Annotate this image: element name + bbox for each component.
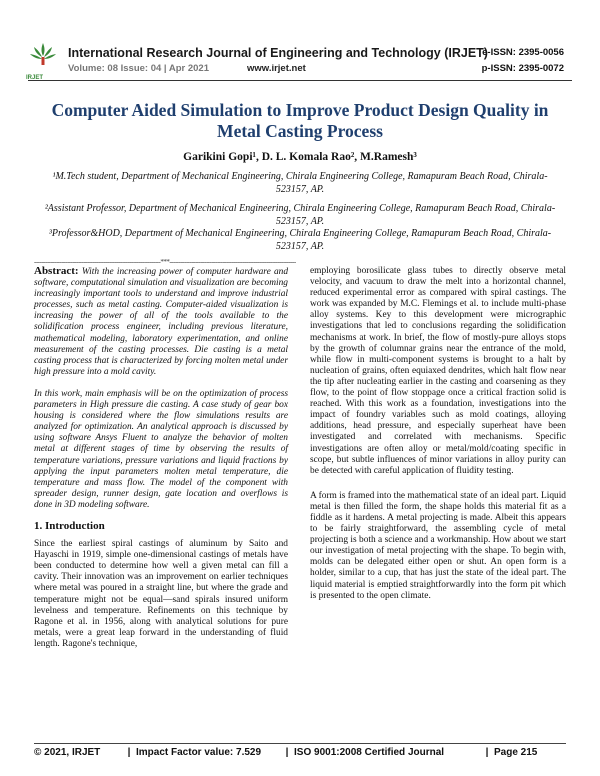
- footer-page-number: Page 215: [494, 747, 538, 758]
- paper-title: Computer Aided Simulation to Improve Product Design Quality in Metal Casting Process: [51, 100, 549, 141]
- section-separator: ---------------------------------------------------------------------***---------------------------------------------------------------------: [34, 258, 296, 266]
- abstract-paragraph-1: [34, 266, 288, 378]
- footer-impact-factor: Impact Factor value: 7.529: [136, 747, 262, 758]
- e-issn: e-ISSN: 2395-0056: [482, 47, 564, 58]
- abstract-label: Abstract:: [34, 265, 79, 277]
- section-heading-introduction: 1. Introduction: [34, 519, 105, 532]
- left-column: [34, 266, 288, 650]
- header-rule: [28, 80, 572, 81]
- p-issn: p-ISSN: 2395-0072: [481, 63, 564, 74]
- introduction-paragraph-1: Since the earliest spiral castings of aluminum by Saito and Hayaschi in 1919, simple one-dimensional castings of metals have been conducted to determine how well a given metal can fill a cavity. Their innovation was an improvement on earlier techniques where metal was poured in a straight line, but where the grade and temperature might not be equal—sand spirals insured uniform levelness and temperature. Refinements on this technique by Ragone et al. in 1956, along with analytical solutions for pure metals, were a great leap forward in the understanding of fluid length. Ragone's technique,: [34, 539, 288, 649]
- body-paragraph-2: A form is framed into the mathematical state of an ideal part. Liquid metal is then filled the form, the shape holds this material fit as a fiddle as it hardens. A metal projecting is made. Albeit this appears to be fairly straightforward, the assembling cycle of metal projecting is both a science and a workmanship. How about we start our investigation of metal projecting with the shape. To begin with, molds can be delegated either open or shut. An open form is a holder, similar to a cup, that has just the state of the ideal part. The liquid material is emptied straightforwardly into the form pit which is presented to the open climate.: [310, 490, 566, 601]
- journal-title: International Research Journal of Engineering and Technology (IRJET): [68, 46, 488, 60]
- footer-divider: |: [127, 747, 131, 758]
- footer-divider: |: [285, 747, 289, 758]
- affiliation-1: ¹M.Tech student, Department of Mechanical Engineering, Chirala Engineering College, Ramapuram Beach Road, Chirala-523157, AP.: [52, 171, 548, 195]
- right-column: [310, 266, 566, 602]
- page-footer: [34, 743, 566, 758]
- volume-issue: Volume: 08 Issue: 04 | Apr 2021: [68, 63, 209, 74]
- affiliation-3: ³Professor&HOD, Department of Mechanical Engineering, Chirala Engineering College, Ramapuram Beach Road, Chirala-523157, AP.: [48, 228, 552, 252]
- footer-iso-certification: ISO 9001:2008 Certified Journal: [294, 747, 445, 758]
- paper-authors: Garikini Gopi¹, D. L. Komala Rao², M.Ramesh³: [183, 151, 417, 163]
- footer-copyright: © 2021, IRJET: [34, 747, 101, 758]
- logo-text: IRJET: [26, 75, 44, 81]
- abstract-paragraph-2: In this work, main emphasis will be on the optimization of process parameters in High pressure die casting. A case study of gear box housing is considered where the flow simulations results are analyzed for optimization. An analytical approach is discussed by using software Ansys Fluent to analyze the behavior of molten metal at different stages of time by observing the results of temperature variations, pressure variations and liquid fractions by applying the input parameters molten metal temperature, die temperature and mass flow. The model of the component with spreader design, runner design, gate location and overflows is done in 3D modeling software.: [34, 388, 288, 510]
- affiliation-2: ²Assistant Professor, Department of Mechanical Engineering, Chirala Engineering College, Ramapuram Beach Road, Chirala-523157, AP.: [44, 203, 556, 227]
- irjet-logo: [28, 40, 58, 76]
- footer-divider: |: [485, 747, 489, 758]
- body-paragraph-1: employing borosilicate glass tubes to directly observe metal velocity, and vacuum to draw the melt into a horizontal channel, reduced experimental error as compared with spiral castings. The work was expanded by M.C. Flemings et al. to include multi-phase alloy systems. Key to this development were micrographic investigations that led to conclusions regarding the solidification mechanisms at work. In brief, the flow of mostly-pure alloys stops by the growth of columnar grains near the entrance of the mold, while flow in multi-component systems is brought to a halt by nucleation of grains, often equiaxed dendrites, which halt flow near the tip after nucleating earlier in the casting and coarsening as they flow, to the point of flow stoppage once a critical fraction solid is reached. With this work as a foundation, investigations into the impact of foundry variables such as mold coatings, alloying additions, head pressure, and especially superheat have been investigated and correlated with mechanisms. Specific investigations are often alloy or metal/mold/coating specific in scope, but subtle influences of minor variations in alloy purity can be detected with careful application of fluidity testing.: [310, 266, 566, 476]
- journal-website[interactable]: www.irjet.net: [247, 63, 306, 74]
- abstract-text-1: With the increasing power of computer hardware and software, computational simulation and visualization are becoming increasingly important tools to understand and improve industrial processes, such as metal casting. Computer-aided visualization is increasing the power of all of the tools available to the solidification process engineer, including previous literature, mathematical modeling, laboratory experimentation, and online measurement of the casting processes. Die casting is a metal casting process that is characterized by forcing molten metal under high pressure into a mold cavity.: [34, 267, 289, 377]
